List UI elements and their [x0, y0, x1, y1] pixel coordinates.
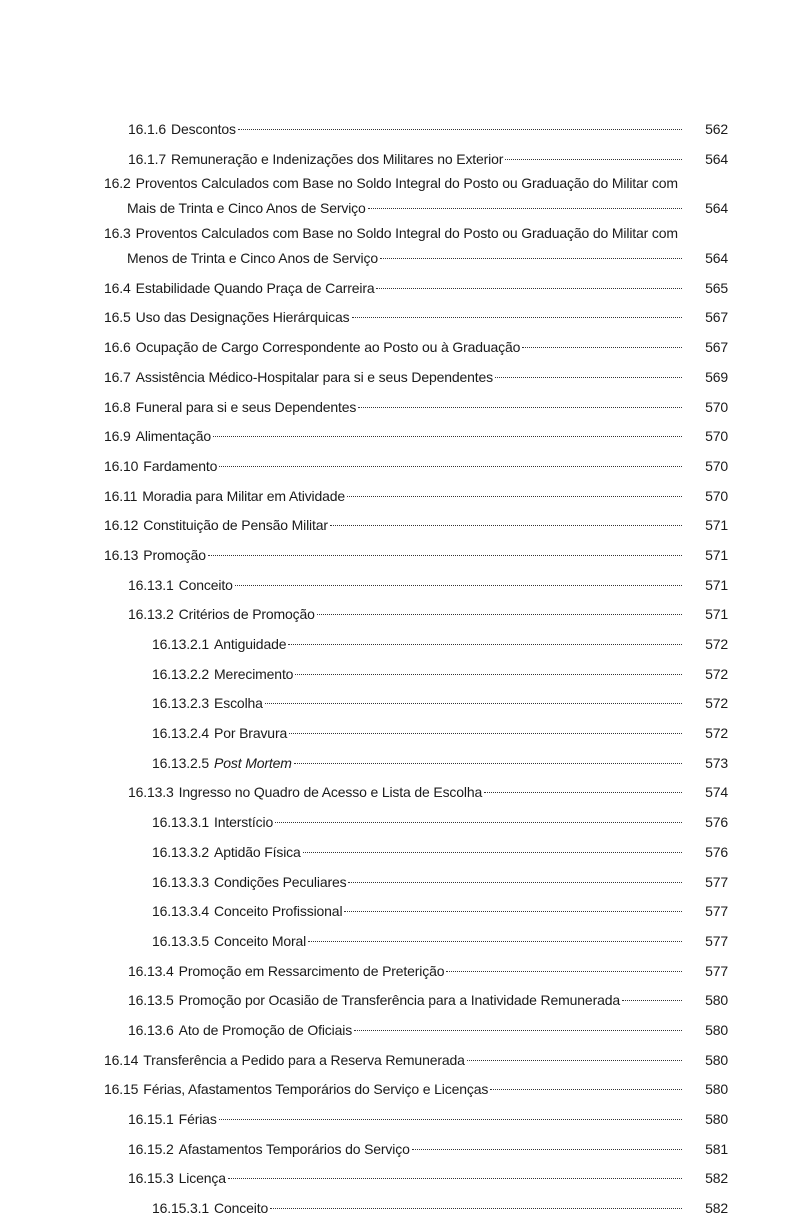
toc-entry[interactable] — [104, 392, 728, 417]
toc-entry-number: 16.10 — [104, 457, 139, 474]
toc-entry-title: Ocupação de Cargo Correspondente ao Posto ou à Graduação — [135, 339, 521, 356]
toc-entry[interactable] — [128, 570, 728, 595]
dot-leader — [622, 985, 682, 1005]
toc-entry-number: 16.15 — [104, 1081, 139, 1098]
dot-leader — [308, 926, 682, 946]
toc-entry-page-number: 576 — [705, 814, 728, 831]
toc-entry-page-number: 570 — [705, 398, 728, 415]
toc-entry-page-number: 582 — [705, 1200, 728, 1217]
toc-entry-title: Critérios de Promoção — [178, 606, 315, 623]
toc-entry[interactable] — [128, 1163, 728, 1188]
toc-entry-title: Moradia para Militar em Atividade — [142, 487, 346, 504]
toc-entry-page-number: 564 — [705, 200, 728, 217]
dot-leader — [294, 748, 682, 768]
toc-entry-number: 16.13 — [104, 546, 139, 563]
toc-entry[interactable] — [152, 629, 728, 654]
toc-entry-title: Remuneração e Indenizações dos Militares no Exterior — [171, 150, 504, 167]
dot-leader — [303, 837, 682, 857]
toc-entry-title: Estabilidade Quando Praça de Carreira — [135, 279, 375, 296]
toc-entry-title: Escolha — [214, 695, 263, 712]
toc-entry-number: 16.13.2.4 — [152, 725, 210, 742]
dot-leader — [317, 599, 682, 619]
toc-entry-title: Constituição de Pensão Militar — [143, 517, 328, 534]
toc-entry-title: Conceito Moral — [214, 932, 307, 949]
dot-leader — [344, 896, 682, 916]
dot-leader — [208, 540, 682, 560]
toc-entry-title: Merecimento — [214, 665, 294, 682]
toc-entry-title: Conceito Profissional — [214, 903, 343, 920]
dot-leader — [265, 688, 682, 708]
toc-entry[interactable] — [128, 144, 728, 169]
toc-entry-page-number: 564 — [705, 250, 728, 267]
toc-entry[interactable] — [104, 510, 728, 535]
toc-entry[interactable] — [104, 302, 728, 327]
toc-entry-page-number: 574 — [705, 784, 728, 801]
toc-entry-number: 16.14 — [104, 1051, 139, 1068]
toc-entry-number: 16.9 — [104, 428, 131, 445]
toc-entry-title: Conceito — [214, 1200, 269, 1217]
toc-entry-page-number: 571 — [705, 546, 728, 563]
toc-entry-title: Fardamento — [143, 457, 218, 474]
toc-entry-title: Interstício — [214, 814, 274, 831]
dot-leader — [446, 956, 682, 976]
toc-entry-title: Licença — [178, 1170, 226, 1187]
toc-entry-number: 16.13.3.2 — [152, 843, 210, 860]
toc-entry-page-number: 580 — [705, 1081, 728, 1098]
toc-entry-number: 16.12 — [104, 517, 139, 534]
dot-leader — [289, 718, 682, 738]
dot-leader — [505, 144, 682, 164]
toc-entry-page-number: 572 — [705, 695, 728, 712]
toc-entry[interactable] — [104, 421, 728, 446]
toc-entry-number: 16.7 — [104, 368, 131, 385]
toc-entry-number: 16.13.6 — [128, 1021, 174, 1038]
toc-entry-number: 16.5 — [104, 309, 131, 326]
toc-entry-title: Conceito — [178, 576, 233, 593]
dot-leader — [467, 1045, 682, 1065]
toc-entry-number: 16.1.6 — [128, 121, 167, 137]
toc-entry-title: Uso das Designações Hierárquicas — [135, 309, 350, 326]
toc-entry-title: Antiguidade — [214, 636, 287, 652]
toc-entry[interactable] — [104, 273, 728, 298]
toc-entry-page-number: 580 — [705, 992, 728, 1009]
dot-leader — [376, 273, 682, 293]
toc-entry-page-number: 570 — [705, 428, 728, 445]
dot-leader — [238, 114, 682, 134]
dot-leader — [522, 332, 682, 352]
toc-entry-page-number: 571 — [705, 606, 728, 623]
toc-entry-number: 16.8 — [104, 398, 131, 415]
toc-entry-title: Aptidão Física — [214, 843, 301, 860]
dot-leader — [270, 1193, 682, 1213]
toc-entry-number: 16.1.7 — [128, 150, 167, 167]
dot-leader — [330, 510, 682, 530]
toc-entry-page-number: 562 — [705, 121, 728, 137]
dot-leader — [275, 807, 682, 827]
toc-entry-page-number: 581 — [705, 1140, 728, 1157]
dot-leader — [495, 362, 682, 382]
toc-entry-title: Proventos Calculados com Base no Soldo Integral do Posto ou Graduação do Militar com — [135, 225, 678, 242]
toc-entry-number: 16.13.2.3 — [152, 695, 210, 712]
toc-entry[interactable] — [128, 114, 728, 139]
toc-entry-page-number: 567 — [705, 339, 728, 356]
toc-entry[interactable] — [128, 956, 728, 981]
toc-entry-page-number: 570 — [705, 457, 728, 474]
toc-entry-title: Descontos — [171, 121, 236, 137]
toc-entry[interactable] — [128, 1104, 728, 1129]
toc-entry-page-number: 577 — [705, 962, 728, 979]
dot-leader — [412, 1134, 682, 1154]
toc-entry-title: Férias, Afastamentos Temporários do Serviço e Licenças — [143, 1081, 489, 1098]
toc-entry-number: 16.13.3.4 — [152, 903, 210, 920]
toc-entry[interactable] — [104, 451, 728, 476]
toc-entry-title: Afastamentos Temporários do Serviço — [178, 1140, 410, 1157]
toc-entry-number: 16.13.1 — [128, 576, 174, 593]
dot-leader — [347, 481, 682, 501]
toc-entry-page-number: 577 — [705, 932, 728, 949]
toc-entry-title: Promoção por Ocasião de Transferência para a Inatividade Remunerada — [178, 992, 620, 1009]
toc-entry-number: 16.13.3.5 — [152, 932, 210, 949]
toc-entry[interactable] — [104, 1045, 728, 1070]
dot-leader — [235, 570, 682, 590]
toc-entry-number: 16.6 — [104, 339, 131, 356]
toc-entry-number: 16.15.3 — [128, 1170, 174, 1187]
toc-entry-page-number: 570 — [705, 487, 728, 504]
toc-entry[interactable] — [104, 1074, 728, 1099]
toc-entry[interactable] — [104, 540, 728, 565]
toc-entry-title: Ingresso no Quadro de Acesso e Lista de Escolha — [178, 784, 483, 801]
toc-entry-page-number: 572 — [705, 725, 728, 742]
toc-entry-page-number: 573 — [705, 754, 728, 771]
toc-entry-title: Condições Peculiares — [214, 873, 347, 890]
toc-entry-page-number: 580 — [705, 1111, 728, 1127]
toc-entry-page-number: 564 — [705, 150, 728, 167]
toc-entry-page-number: 576 — [705, 843, 728, 860]
toc-entry-page-number: 571 — [705, 576, 728, 593]
dot-leader — [490, 1074, 682, 1094]
toc-entry-number: 16.13.4 — [128, 962, 174, 979]
toc-entry-number: 16.15.1 — [128, 1111, 174, 1127]
toc-entry[interactable] — [152, 867, 728, 892]
toc-entry-number: 16.13.2.1 — [152, 636, 210, 652]
toc-entry-number: 16.13.2.5 — [152, 754, 210, 771]
toc-entry-title: Ato de Promoção de Oficiais — [178, 1021, 353, 1038]
toc-entry-number: 16.3 — [104, 225, 131, 242]
dot-leader — [358, 392, 682, 412]
toc-entry[interactable] — [104, 362, 728, 387]
toc-entry[interactable] — [128, 1134, 728, 1159]
toc-entry[interactable] — [152, 896, 728, 921]
toc-entry-page-number: 572 — [705, 665, 728, 682]
toc-entry[interactable] — [152, 807, 728, 832]
dot-leader — [213, 421, 682, 441]
dot-leader — [354, 1015, 682, 1035]
toc-entry-number: 16.13.2 — [128, 606, 174, 623]
toc-entry[interactable] — [128, 985, 728, 1010]
toc-entry[interactable] — [152, 837, 728, 862]
dot-leader — [295, 659, 682, 679]
toc-entry-title: Promoção em Ressarcimento de Preterição — [178, 962, 445, 979]
toc-entry[interactable] — [152, 659, 728, 684]
toc-entry-title: Mais de Trinta e Cinco Anos de Serviço — [127, 200, 366, 217]
toc-entry[interactable] — [104, 223, 728, 268]
toc-entry-title: Post Mortem — [214, 754, 292, 771]
toc-entry-page-number: 569 — [705, 368, 728, 385]
table-of-contents — [104, 114, 728, 1223]
toc-entry[interactable] — [152, 1193, 728, 1218]
toc-entry-title: Proventos Calculados com Base no Soldo Integral do Posto ou Graduação do Militar com — [135, 175, 678, 192]
toc-entry[interactable] — [104, 173, 728, 218]
toc-entry-number: 16.13.2.2 — [152, 665, 210, 682]
toc-entry-page-number: 571 — [705, 517, 728, 534]
toc-entry-number: 16.13.3.1 — [152, 814, 210, 831]
toc-entry-page-number: 572 — [705, 636, 728, 652]
toc-entry[interactable] — [128, 1015, 728, 1040]
dot-leader — [348, 867, 682, 887]
toc-entry[interactable] — [128, 777, 728, 802]
toc-entry[interactable] — [104, 332, 728, 357]
toc-entry-title: Transferência a Pedido para a Reserva Remunerada — [143, 1051, 465, 1068]
toc-entry[interactable] — [128, 599, 728, 624]
toc-entry-number: 16.15.2 — [128, 1140, 174, 1157]
toc-entry-title: Menos de Trinta e Cinco Anos de Serviço — [127, 250, 378, 267]
toc-entry-page-number: 565 — [705, 279, 728, 296]
toc-entry-number: 16.4 — [104, 279, 131, 296]
toc-entry[interactable] — [152, 748, 728, 773]
toc-entry[interactable] — [152, 718, 728, 743]
dot-leader — [219, 451, 682, 471]
toc-entry-number: 16.2 — [104, 175, 131, 192]
toc-entry-title: Alimentação — [135, 428, 212, 445]
toc-entry[interactable] — [104, 481, 728, 506]
toc-entry-page-number: 582 — [705, 1170, 728, 1187]
dot-leader — [352, 302, 682, 322]
toc-entry-number: 16.15.3.1 — [152, 1200, 210, 1217]
toc-entry-number: 16.13.3 — [128, 784, 174, 801]
dot-leader — [380, 243, 682, 263]
dot-leader — [288, 629, 682, 649]
dot-leader — [484, 777, 682, 797]
dot-leader — [228, 1163, 682, 1183]
toc-entry-number: 16.13.5 — [128, 992, 174, 1009]
toc-entry[interactable] — [152, 688, 728, 713]
toc-entry-page-number: 580 — [705, 1051, 728, 1068]
dot-leader — [219, 1104, 682, 1124]
toc-entry-page-number: 577 — [705, 873, 728, 890]
toc-entry-title: Promoção — [143, 546, 206, 563]
toc-entry-page-number: 580 — [705, 1021, 728, 1038]
toc-entry[interactable] — [152, 926, 728, 951]
toc-entry-title: Funeral para si e seus Dependentes — [135, 398, 357, 415]
toc-entry-title: Férias — [178, 1111, 217, 1127]
dot-leader — [368, 193, 682, 213]
toc-entry-number: 16.13.3.3 — [152, 873, 210, 890]
toc-entry-number: 16.11 — [104, 487, 138, 504]
toc-entry-title: Por Bravura — [214, 725, 288, 742]
toc-entry-title: Assistência Médico-Hospitalar para si e seus Dependentes — [135, 368, 493, 385]
toc-entry-page-number: 577 — [705, 903, 728, 920]
toc-entry-page-number: 567 — [705, 309, 728, 326]
